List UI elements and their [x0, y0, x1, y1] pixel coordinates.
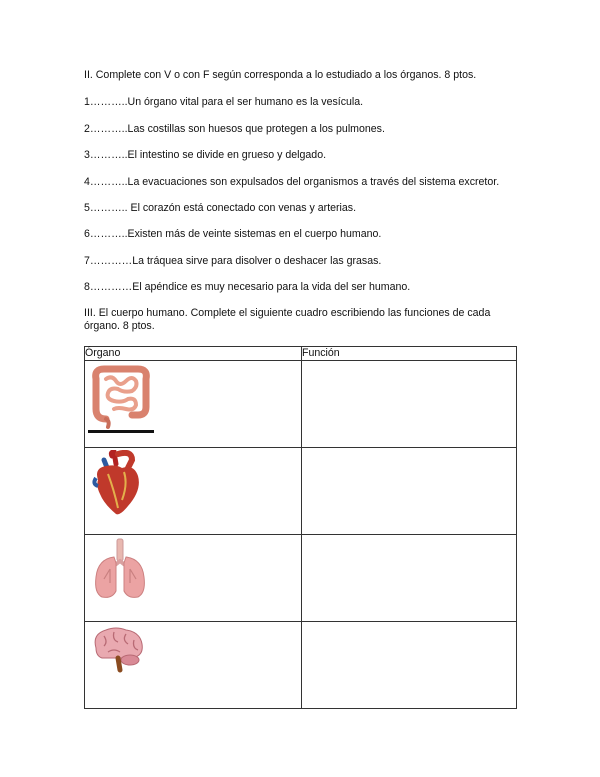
statement-3: 3………..El intestino se divide en grueso y delgado.: [84, 149, 327, 161]
statement-4: 4………..La evacuaciones son expulsados del organismos a través del sistema excretor.: [84, 176, 500, 188]
statement-7: 7…………La tráquea sirve para disolver o deshacer las grasas.: [84, 255, 382, 267]
organ-function-table: [84, 346, 517, 709]
section2-title: II. Complete con V o con F según corresponda a lo estudiado a los órganos. 8 ptos.: [84, 69, 477, 81]
brain-icon: [88, 624, 148, 674]
lungs-icon: [88, 537, 152, 607]
organ-cell: [85, 622, 302, 709]
statement-5: 5……….. El corazón está conectado con venas y arterias.: [84, 202, 357, 214]
header-organ: Órgano: [85, 347, 302, 361]
statement-8: 8…………El apéndice es muy necesario para la vida del ser humano.: [84, 281, 411, 293]
table-row: [85, 448, 517, 535]
section3-title: III. El cuerpo humano. Complete el siguiente cuadro escribiendo las funciones de cada órgano. 8 ptos.: [84, 307, 491, 332]
statement-6: 6………..Existen más de veinte sistemas en el cuerpo humano.: [84, 228, 382, 240]
organ-cell: [85, 361, 302, 448]
function-cell[interactable]: [302, 535, 517, 622]
table-header-row: [85, 347, 517, 361]
table-row: [85, 361, 517, 448]
header-function: Función: [302, 347, 517, 361]
statement-2: 2………..Las costillas son huesos que protegen a los pulmones.: [84, 123, 385, 135]
intestine-icon: [88, 363, 154, 435]
organ-cell: [85, 448, 302, 535]
organ-cell: [85, 535, 302, 622]
statement-1: 1………..Un órgano vital para el ser humano es la vesícula.: [84, 96, 364, 108]
function-cell[interactable]: [302, 448, 517, 535]
function-cell[interactable]: [302, 622, 517, 709]
heart-icon: [88, 450, 148, 520]
table-row: [85, 622, 517, 709]
function-cell[interactable]: [302, 361, 517, 448]
table-row: [85, 535, 517, 622]
